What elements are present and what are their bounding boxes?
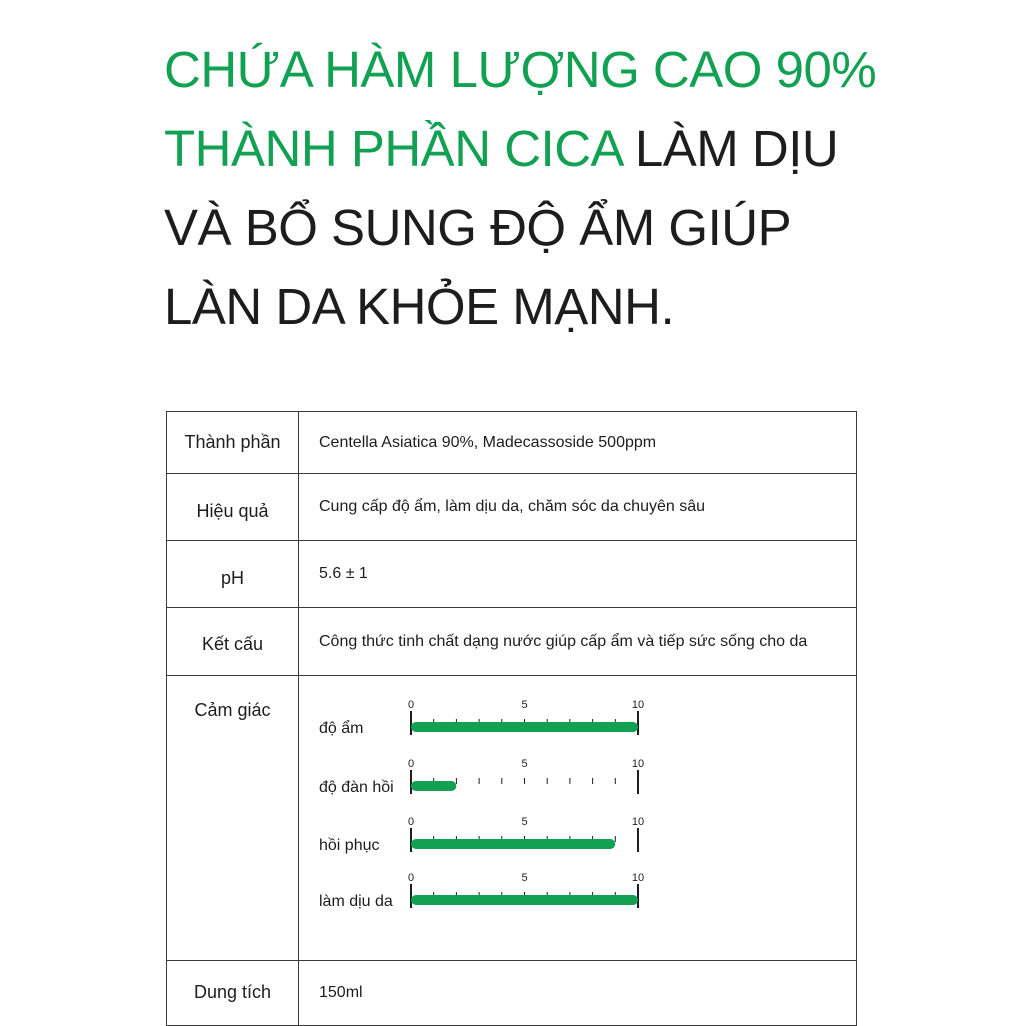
tick-label: 10 bbox=[631, 699, 645, 711]
gauge-label: làm dịu da bbox=[319, 893, 393, 910]
volume-label: Dung tích bbox=[167, 961, 299, 1026]
tick-label: 5 bbox=[521, 758, 528, 770]
tick-label: 5 bbox=[521, 816, 528, 828]
table-row-feeling bbox=[167, 676, 857, 961]
tick-label: 10 bbox=[631, 758, 645, 770]
table-row-ingredients bbox=[167, 412, 857, 474]
table-row-texture bbox=[167, 608, 857, 676]
gauge-label: độ đàn hồi bbox=[319, 779, 394, 796]
gauge-bar bbox=[411, 839, 615, 849]
gauge-elasticity bbox=[299, 757, 839, 805]
spec-table bbox=[166, 411, 857, 1026]
gauge-bar bbox=[411, 781, 456, 791]
ph-value: 5.6 ± 1 bbox=[299, 541, 857, 608]
tick-label: 10 bbox=[631, 872, 645, 884]
gauge-bar bbox=[411, 895, 638, 905]
gauge-moisture-chart bbox=[399, 698, 645, 746]
volume-value: 150ml bbox=[299, 961, 857, 1026]
tick-label: 10 bbox=[631, 816, 645, 828]
feeling-label: Cảm giác bbox=[167, 676, 299, 961]
tick-label: 5 bbox=[521, 872, 528, 884]
ph-label: pH bbox=[167, 541, 299, 608]
ingredients-label: Thành phần bbox=[167, 412, 299, 474]
gauge-label: hồi phục bbox=[319, 837, 380, 854]
tick-label: 5 bbox=[521, 699, 528, 711]
tick-label: 0 bbox=[407, 816, 415, 828]
headline-highlight-line-2: THÀNH PHẦN CICA bbox=[164, 120, 622, 177]
headline-line-3: VÀ BỔ SUNG ĐỘ ẨM GIÚP bbox=[164, 199, 792, 256]
gauge-bar bbox=[411, 722, 638, 732]
gauge-label: độ ẩm bbox=[319, 720, 364, 737]
headline-line-2-rest: LÀM DỊU bbox=[621, 120, 839, 177]
gauge-recovery bbox=[299, 815, 839, 863]
gauge-elasticity-chart bbox=[399, 757, 645, 805]
effect-value: Cung cấp độ ẩm, làm dịu da, chăm sóc da chuyên sâu bbox=[299, 474, 857, 541]
tick-label: 0 bbox=[407, 872, 415, 884]
headline bbox=[164, 30, 904, 346]
headline-highlight-line-1: CHỨA HÀM LƯỢNG CAO 90% bbox=[164, 41, 877, 98]
feeling-gauges bbox=[299, 676, 857, 961]
gauge-moisture bbox=[299, 698, 839, 746]
tick-label: 0 bbox=[407, 758, 415, 770]
gauge-recovery-chart bbox=[399, 815, 645, 863]
tick-label: 0 bbox=[407, 699, 415, 711]
texture-value: Công thức tinh chất dạng nước giúp cấp ẩm và tiếp sức sống cho da bbox=[299, 608, 857, 676]
gauge-soothing bbox=[299, 871, 839, 919]
ingredients-value: Centella Asiatica 90%, Madecassoside 500ppm bbox=[299, 412, 857, 474]
texture-label: Kết cấu bbox=[167, 608, 299, 676]
gauge-soothing-chart bbox=[399, 871, 645, 919]
effect-label: Hiệu quả bbox=[167, 474, 299, 541]
headline-line-4: LÀN DA KHỎE MẠNH. bbox=[164, 278, 675, 335]
table-row-volume bbox=[167, 961, 857, 1026]
table-row-effect bbox=[167, 474, 857, 541]
table-row-ph bbox=[167, 541, 857, 608]
